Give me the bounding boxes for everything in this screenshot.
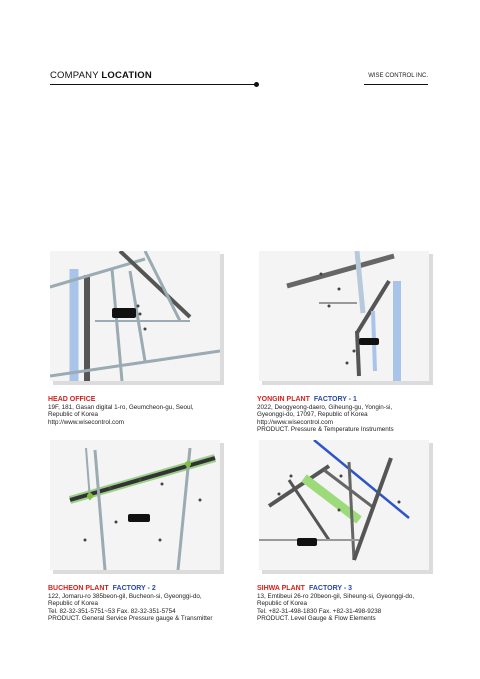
product-line: PRODUCT. General Service Pressure gauge & Transmitter bbox=[48, 614, 213, 622]
address-line: Republic of Korea bbox=[257, 600, 308, 608]
website-link[interactable]: http://www.wisecontrol.com bbox=[48, 418, 124, 426]
title-rule bbox=[50, 84, 256, 85]
address-line: Republic of Korea bbox=[48, 600, 99, 608]
location-name: BUCHEON PLANT FACTORY - 2 bbox=[48, 585, 156, 592]
head-office-map bbox=[50, 251, 220, 381]
bucheon-map bbox=[50, 440, 220, 570]
company-name: WISE CONTROL INC. bbox=[368, 73, 428, 79]
page-title: COMPANY LOCATION bbox=[50, 70, 152, 81]
yongin-caption bbox=[257, 395, 447, 433]
sihwa-map bbox=[259, 440, 429, 570]
contact-line: Tel. 82-32-351-5751~53 Fax. 82-32-351-5754 bbox=[48, 607, 176, 615]
address-line: 2022, Deogyeong-daero, Giheung-gu, Yongin-si, bbox=[257, 404, 393, 411]
factory-label: FACTORY - 1 bbox=[313, 396, 357, 403]
brand-rule bbox=[364, 84, 428, 85]
rule-dot bbox=[254, 82, 259, 87]
product-line: PRODUCT. Level Gauge & Flow Elements bbox=[257, 614, 376, 622]
address-line: 13, Emtibeui 26-ro 20beon-gil, Siheung-si, Gyeonggi-do, bbox=[257, 593, 415, 600]
location-name: HEAD OFFICE bbox=[48, 396, 96, 403]
address-line: 19F, 181, Gasan digital 1-ro, Geumcheon-gu, Seoul, bbox=[48, 404, 194, 411]
factory-label: FACTORY - 3 bbox=[308, 585, 353, 592]
address-line: Republic of Korea bbox=[48, 411, 99, 419]
website-link[interactable]: http://www.wisecontrol.com bbox=[257, 418, 333, 426]
location-name: SIHWA PLANT FACTORY - 3 bbox=[257, 585, 353, 592]
sihwa-caption bbox=[257, 584, 447, 622]
address-line: Gyeonggi-do, 17097, Republic of Korea bbox=[257, 411, 368, 419]
bucheon-caption bbox=[48, 584, 238, 622]
factory-label: FACTORY - 2 bbox=[112, 585, 156, 592]
head-office-caption bbox=[48, 395, 238, 426]
contact-line: Tel. +82-31-498-1830 Fax. +82-31-498-9238 bbox=[257, 607, 382, 615]
location-name: YONGIN PLANT FACTORY - 1 bbox=[257, 396, 357, 403]
yongin-map bbox=[259, 251, 429, 381]
product-line: PRODUCT. Pressure & Temperature Instruments bbox=[257, 425, 394, 433]
address-line: 122, Jomaru-ro 385beon-gil, Bucheon-si, Gyeonggi-do, bbox=[48, 593, 202, 600]
